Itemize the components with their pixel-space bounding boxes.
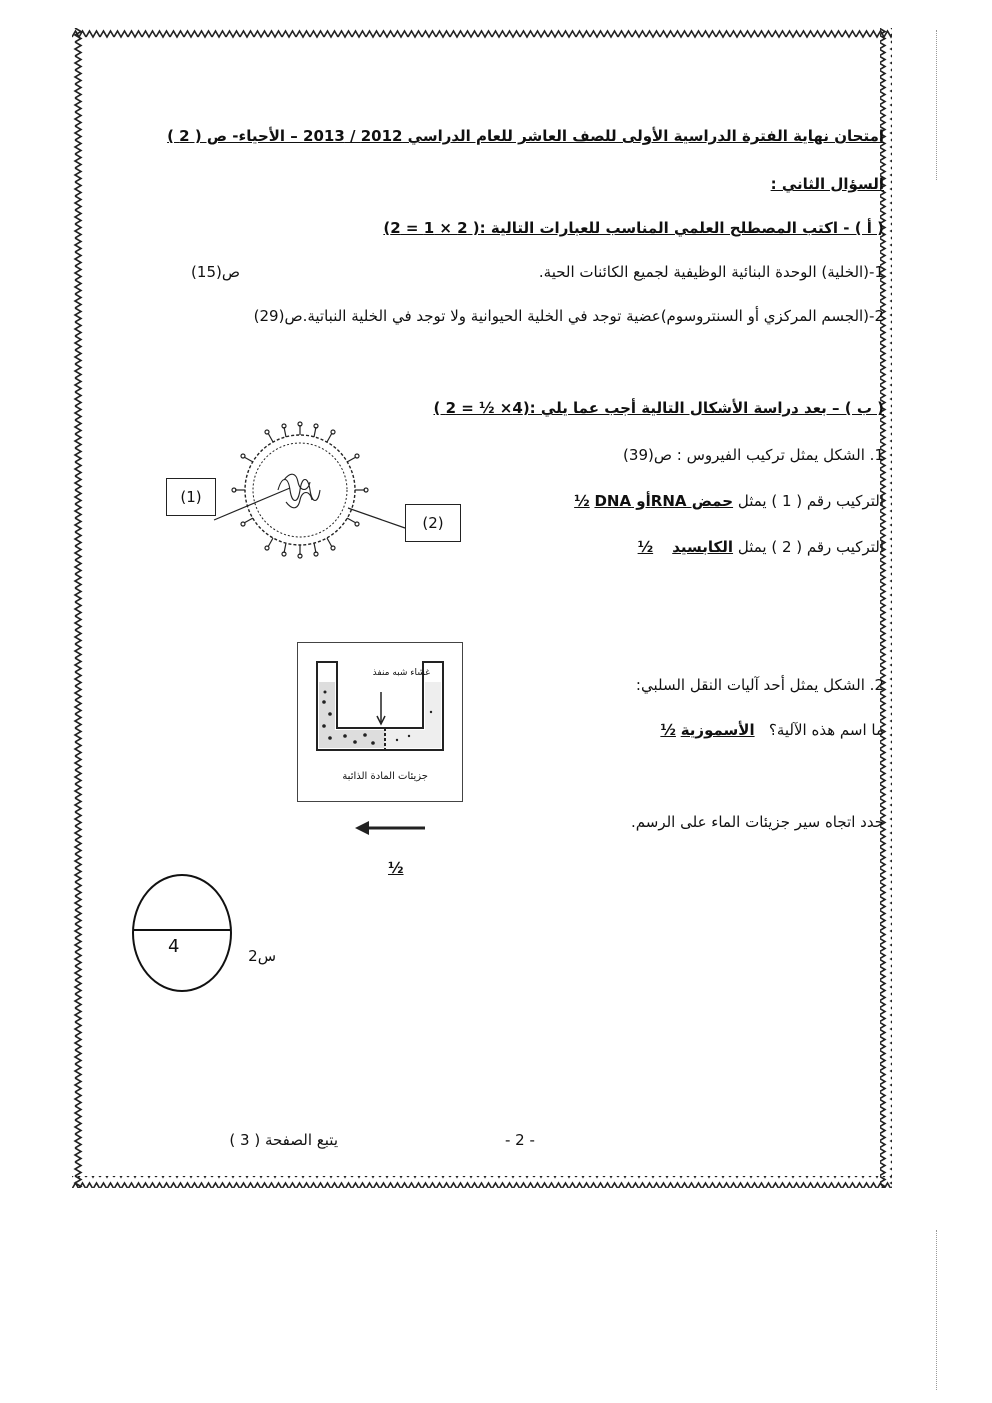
scan-edge-mark <box>936 1230 941 1390</box>
figure2-question-text: ما اسم هذه الآلية؟ <box>768 721 884 739</box>
molecules-label: جزيئات المادة الذائبة <box>342 771 428 782</box>
figure1-q1-prefix: التركيب رقم ( 1 ) يمثل <box>737 492 884 510</box>
figure2-direction-question: حدد اتجاه سير جزيئات الماء على الرسم. <box>631 813 884 831</box>
figure1-q2-answer: الكابسيد <box>672 538 734 556</box>
part-a-item-1: 1-(الخلية) الوحدة البنائية الوظيفية لجميع الكائنات الحية. <box>538 263 884 281</box>
score-label: س2 <box>248 947 276 965</box>
figure1-label-2: (2) <box>405 504 461 542</box>
continue-note: يتبع الصفحة ( 3 ) <box>229 1131 338 1149</box>
figure2-answer: الأسموزية <box>680 721 755 739</box>
water-direction-arrow <box>355 818 427 838</box>
part-b-heading: ( ب ) – بعد دراسة الأشكال التالية أجب عما يلي :(4× ½ = 2 ) <box>433 399 884 417</box>
figure2-statement: 2. الشكل يمثل أحد آليات النقل السلبي: <box>635 676 884 694</box>
figure1-pointer-lines <box>0 0 992 600</box>
question-heading: السؤال الثاني : <box>770 175 884 193</box>
score-value: 4 <box>168 936 180 957</box>
figure1-q2-mark: ½ <box>637 538 654 556</box>
part-a-heading: ( أ ) - اكتب المصطلح العلمي المناسب للعبارات التالية :( 2 × 1 = 2) <box>383 219 884 237</box>
score-oval <box>130 872 236 996</box>
membrane-label: غشاء شبه منفذ <box>372 668 430 678</box>
arrow-mark: ½ <box>388 859 404 877</box>
figure1-q1-answer: حمض RNAأو DNA <box>594 492 734 510</box>
figure1-q1-mark: ½ <box>574 492 590 510</box>
exam-header-title: امتحان نهاية الفترة الدراسية الأولى للصف العاشر للعام الدراسي 2012 / 2013 – الأحياء- ص ( 2 ) <box>167 127 884 145</box>
figure1-q2-prefix: التركيب رقم ( 2 ) يمثل <box>737 538 884 556</box>
figure1-label-1: (1) <box>166 478 216 516</box>
figure1-statement: 1. الشكل يمثل تركيب الفيروس : ص(39) <box>623 446 884 464</box>
page-number: - 2 - <box>505 1131 535 1149</box>
part-a-item-1-ref: ص(15) <box>191 263 240 281</box>
figure2-question <box>660 720 884 740</box>
part-a-item-2: 2-(الجسم المركزي أو السنتروسوم)عضية توجد في الخلية الحيوانية ولا توجد في الخلية النباتية.ص(29) <box>253 307 884 325</box>
figure2-answer-mark: ½ <box>660 721 676 739</box>
